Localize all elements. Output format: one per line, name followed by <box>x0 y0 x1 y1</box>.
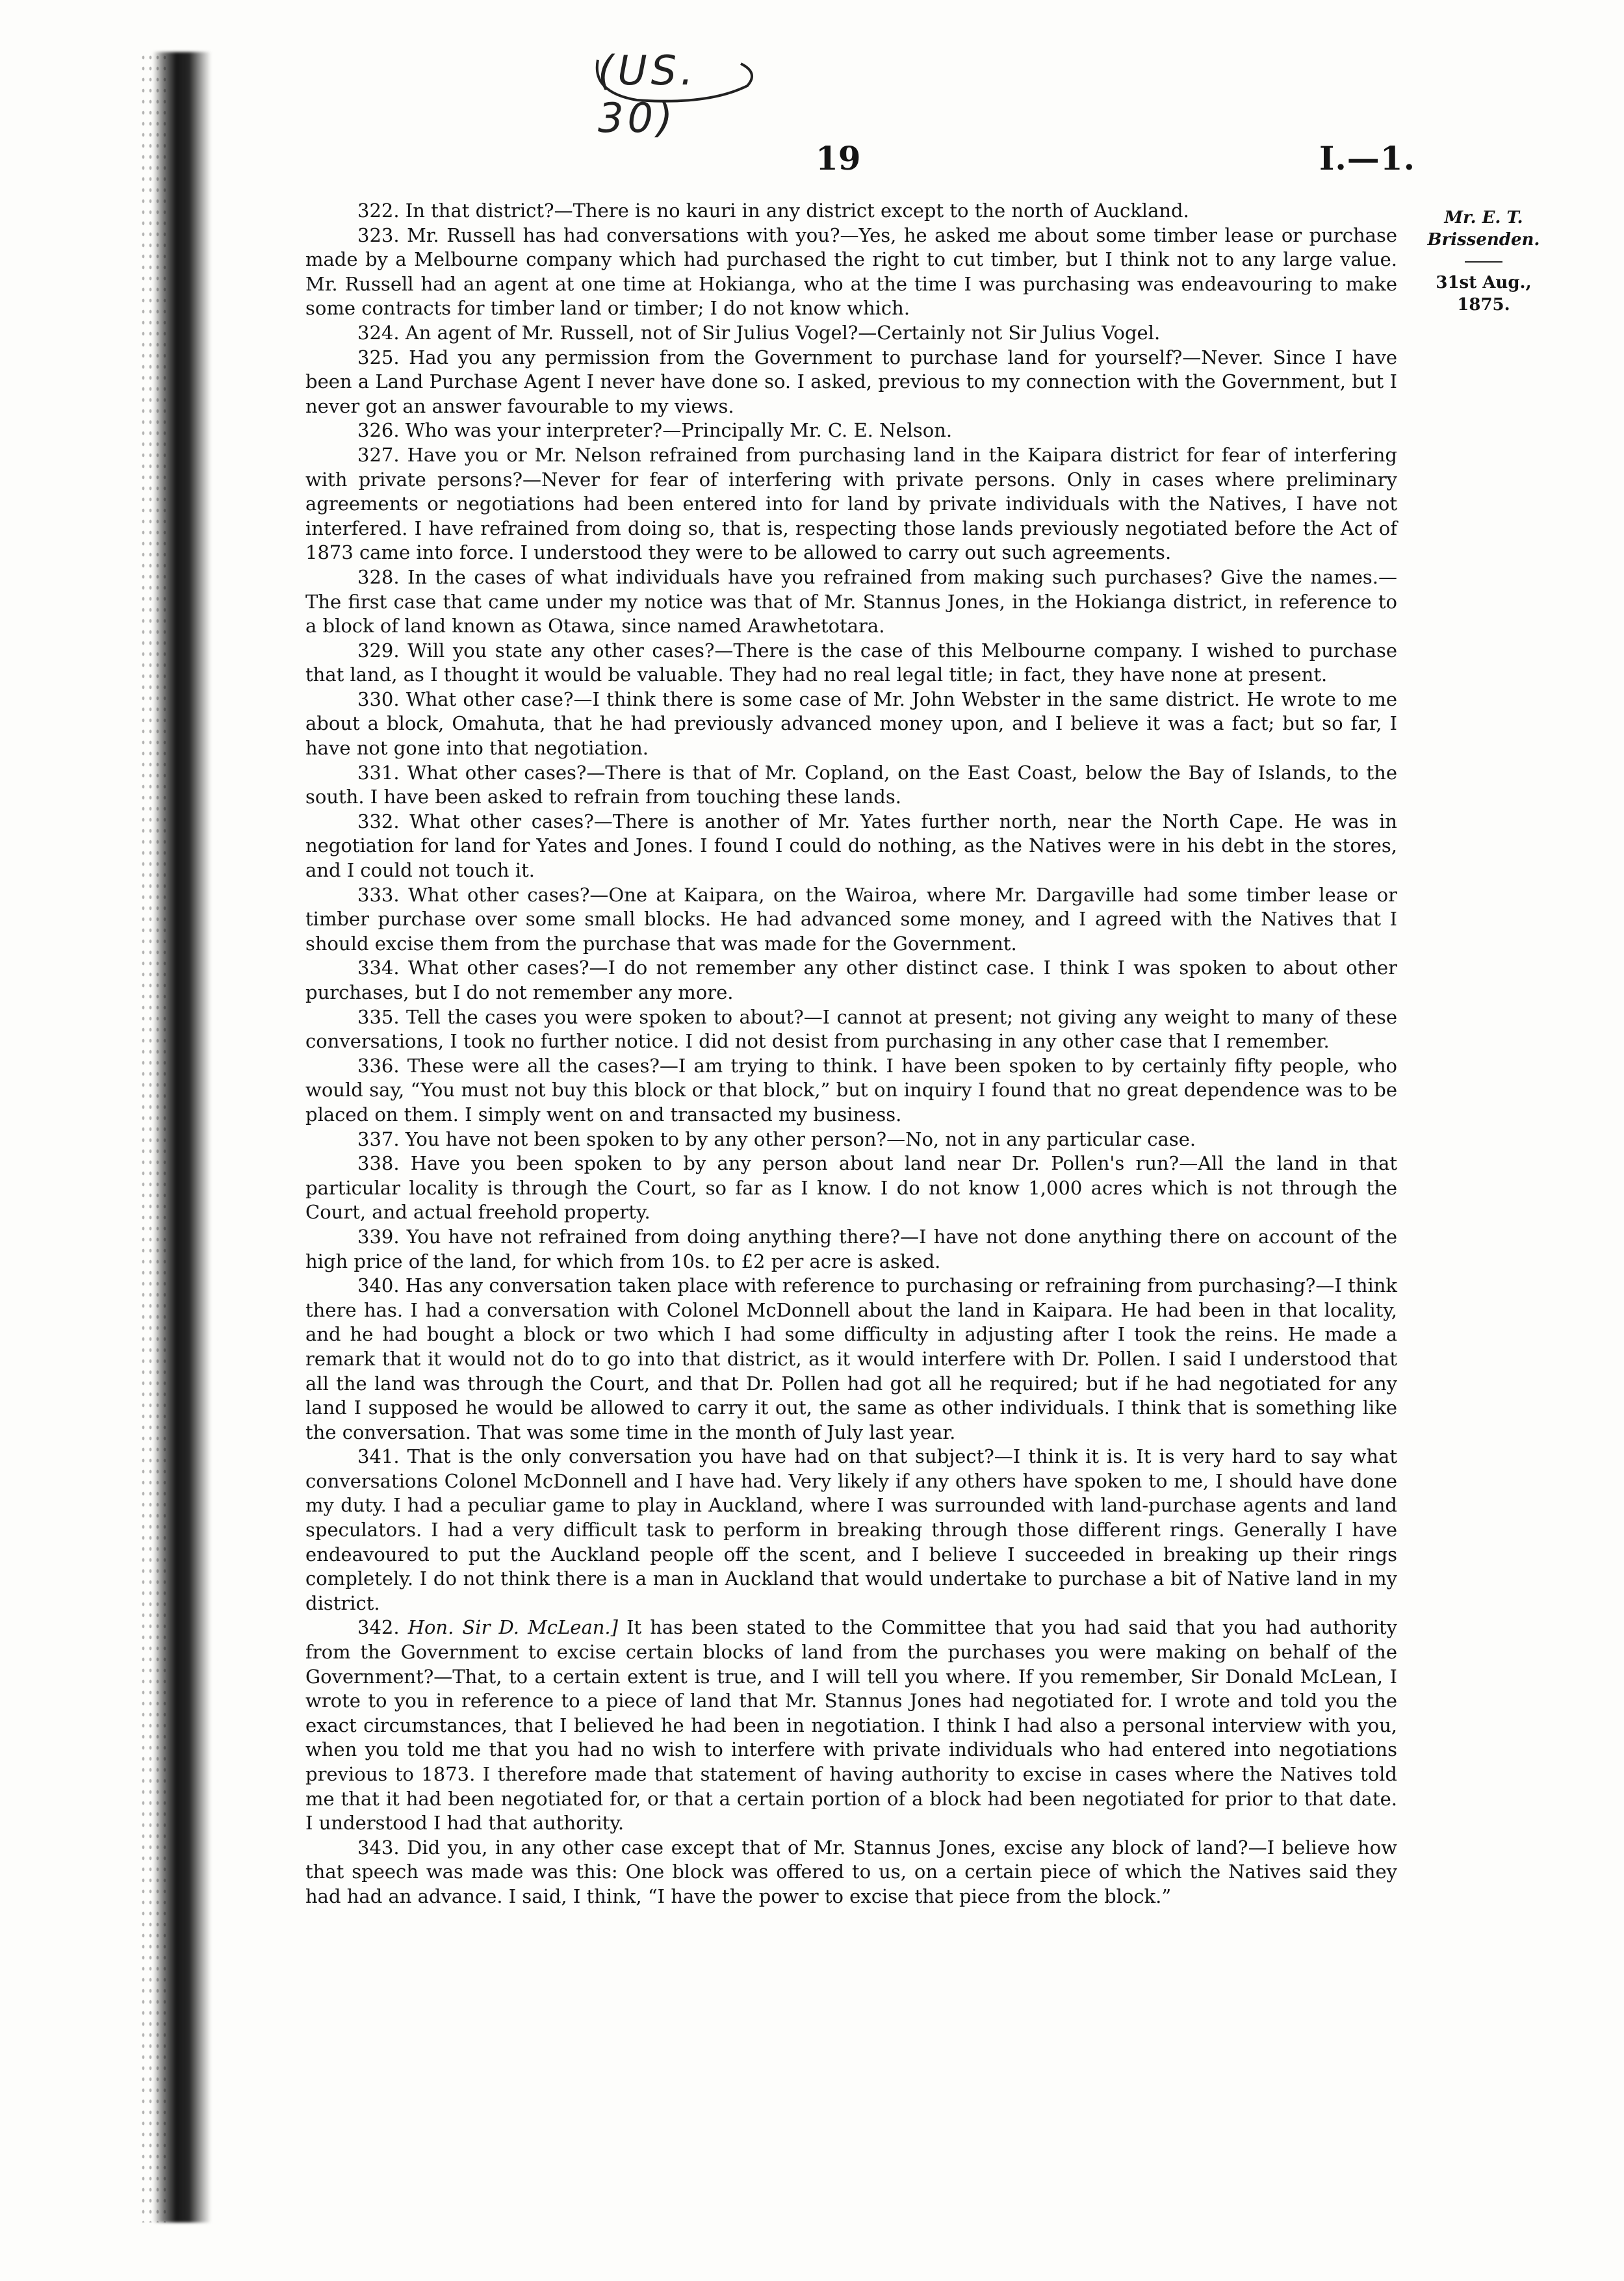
question-number: 334. <box>357 957 400 979</box>
testimony-paragraph <box>305 761 1397 810</box>
paragraph-text: What other cases?—One at Kaipara, on the Wairoa, where Mr. Dargaville had some timber lease or timber purchase over some small blocks. He had advanced some money, and I agreed with the Natives that I should excise them from the purchase that was made for the Government. <box>305 883 1397 955</box>
paragraph-text: These were all the cases?—I am trying to think. I have been spoken to by certainly fifty people, who would say, “You must not buy this block or that block,” but on inquiry I found that no great dependence was to be placed on them. I simply went on and transacted my business. <box>305 1054 1398 1126</box>
question-number: 325. <box>357 346 400 368</box>
testimony-paragraph <box>305 688 1397 761</box>
testimony-paragraph <box>305 565 1397 639</box>
document-reference: I.—1. <box>1319 139 1415 177</box>
binding-edge-shadow <box>153 52 211 2223</box>
question-number: 323. <box>357 224 400 246</box>
paragraph-text: Who was your interpreter?—Principally Mr. C. E. Nelson. <box>405 419 953 442</box>
hearing-date: 31st Aug., 1875. <box>1436 273 1532 315</box>
question-number: 328. <box>357 565 400 588</box>
margin-rule <box>1465 261 1502 263</box>
paragraph-text: Tell the cases you were spoken to about?—I cannot at present; not giving any weight to many of these conversations, I took no further notice. I did not desist from purchasing in any other case that I remember. <box>305 1005 1397 1053</box>
testimony-body <box>305 199 1397 1909</box>
paragraph-text: You have not been spoken to by any other person?—No, not in any particular case. <box>405 1128 1196 1150</box>
testimony-paragraph <box>305 956 1397 1005</box>
testimony-paragraph <box>305 1274 1397 1445</box>
paragraph-text: An agent of Mr. Russell, not of Sir Julius Vogel?—Certainly not Sir Julius Vogel. <box>405 321 1161 344</box>
testimony-paragraph <box>305 1005 1397 1054</box>
question-number: 326. <box>357 419 400 442</box>
testimony-paragraph <box>305 1225 1397 1274</box>
testimony-paragraph <box>305 1445 1397 1616</box>
question-number: 330. <box>357 688 400 710</box>
paragraph-text: In the cases of what individuals have you refrained from making such purchases? Give the names.—The first case that came under my notice was that of Mr. Stannus Jones, in the Hokianga district, in reference to a block of land known as Otawa, since named Arawhetotara. <box>305 565 1397 638</box>
question-number: 333. <box>357 883 400 906</box>
question-number: 335. <box>357 1005 400 1028</box>
paragraph-text: In that district?—There is no kauri in any district except to the north of Auckland. <box>405 200 1189 222</box>
question-number: 337. <box>357 1128 400 1150</box>
paragraph-text: Did you, in any other case except that of Mr. Stannus Jones, excise any block of land?—I believe how that speech was made was this: One block was offered to us, on a certain piece of which the Natives said they had had an advance. I said, I think, “I have the power to excise that piece from the block.” <box>305 1836 1397 1907</box>
page-number: 19 <box>816 139 861 177</box>
question-number: 324. <box>357 321 400 344</box>
handwritten-stamp <box>585 40 760 142</box>
paragraph-text: What other cases?—There is that of Mr. Copland, on the East Coast, below the Bay of Islands, to the south. I have been asked to refrain from touching these lands. <box>305 761 1397 808</box>
paragraph-text: You have not refrained from doing anything there?—I have not done anything there on account of the high price of the land, for which from 10s. to £2 per acre is asked. <box>305 1225 1397 1272</box>
question-number: 322. <box>357 200 400 222</box>
question-number: 341. <box>357 1445 400 1468</box>
paragraph-text: It has been stated to the Committee that you had said that you had authority from the Government to excise certain blocks of land from the purchases you were making on behalf of the Government?—That, to a certain extent is true, and I will tell you where. If you remember, Sir Donald McLean, I wrote to you in reference to a piece of land that Mr. Stannus Jones had negotiated for. I wrote and told you the exact circumstances, that I believed he had been in negotiation. I think I had also a personal interview with you, when you told me that you had no wish to interfere with private individuals who had entered into negotiations previous to 1873. I therefore made that statement of having authority to excise in cases where the Natives told me that it had been negotiated for, or that a certain portion of a block had been negotiated for prior to that date. I understood I had that authority. <box>305 1616 1398 1835</box>
testimony-paragraph <box>305 1152 1397 1225</box>
paragraph-text: What other cases?—There is another of Mr. Yates further north, near the North Cape. He was in negotiation for land for Yates and Jones. I found I could do nothing, as the Natives were in his debt in the stores, and I could not touch it. <box>305 810 1397 882</box>
testimony-paragraph <box>305 1054 1397 1128</box>
testimony-paragraph <box>305 810 1397 883</box>
paragraph-text: Has any conversation taken place with reference to purchasing or refraining from purchasing?—I think there has. I had a conversation with Colonel McDonnell about the land in Kaipara. He had been in that locality, and he had bought a block or two which I had some difficulty in adjusting after I took the reins. He made a remark that it would not do to go into that district, as it would interfere with Dr. Pollen. I said I understood that all the land was through the Court, and that Dr. Pollen had got all he required; but if he had negotiated for any land I supposed he would be allowed to carry it out, the same as other individuals. I think that is something like the conversation. That was some time in the month of July last year. <box>305 1274 1397 1443</box>
testimony-paragraph <box>305 443 1397 565</box>
testimony-paragraph <box>305 224 1397 321</box>
question-number: 340. <box>357 1274 400 1297</box>
witness-name: Mr. E. T. Brissenden. <box>1427 208 1540 250</box>
paragraph-text: Mr. Russell has had conversations with you?—Yes, he asked me about some timber lease or purchase made by a Melbourne company which had purchased the right to cut timber, but I think not to any large value. Mr. Russell had an agent at one time at Hokianga, who at the time I was purchasing was endeavouring to make some contracts for timber land or timber; I do not know which. <box>305 224 1398 320</box>
question-number: 342. <box>357 1616 400 1639</box>
testimony-paragraph <box>305 321 1397 346</box>
speaker-label: Hon. Sir D. McLean.] <box>407 1616 618 1639</box>
question-number: 329. <box>357 639 400 662</box>
margin-note <box>1409 207 1558 316</box>
paragraph-text: What other case?—I think there is some case of Mr. John Webster in the same district. He wrote to me about a block, Omahuta, that he had previously advanced money upon, and I believe it was a fact; but so far, I have not gone into that negotiation. <box>305 688 1398 760</box>
testimony-paragraph <box>305 883 1397 957</box>
testimony-paragraph <box>305 419 1397 443</box>
paragraph-text: Have you been spoken to by any person about land near Dr. Pollen's run?—All the land in that particular locality is through the Court, so far as I know. I do not know 1,000 acres which is not through the Court, and actual freehold property. <box>305 1152 1398 1224</box>
question-number: 327. <box>357 443 400 466</box>
testimony-paragraph <box>305 639 1397 688</box>
question-number: 332. <box>357 810 400 832</box>
question-number: 339. <box>357 1225 400 1248</box>
paragraph-text: Had you any permission from the Government to purchase land for yourself?—Never. Since I have been a Land Purchase Agent I never have done so. I asked, previous to my connection with the Government, but I never got an answer favourable to my views. <box>305 346 1398 417</box>
stamp-text: (US. 30) <box>598 47 697 142</box>
testimony-paragraph <box>305 1836 1397 1909</box>
testimony-paragraph <box>305 1128 1397 1152</box>
question-number: 331. <box>357 761 400 784</box>
testimony-paragraph <box>305 1616 1397 1835</box>
paragraph-text: What other cases?—I do not remember any other distinct case. I think I was spoken to about other purchases, but I do not remember any more. <box>305 957 1398 1003</box>
paragraph-text: Will you state any other cases?—There is the case of this Melbourne company. I wished to purchase that land, as I thought it would be valuable. They had no real legal title; in fact, they have none at present. <box>305 639 1397 686</box>
paragraph-text: That is the only conversation you have had on that subject?—I think it is. It is very hard to say what conversations Colonel McDonnell and I have had. Very likely if any others have spoken to me, I should have done my duty. I had a peculiar game to play in Auckland, where I was surrounded with land-purchase agents and land speculators. I had a very difficult task to perform in breaking through those different rings. Generally I have endeavoured to put the Auckland people off the scent, and I believe I succeeded in breaking up their rings completely. I do not think there is a man in Auckland that would undertake to purchase a bit of Native land in my district. <box>305 1445 1398 1614</box>
paragraph-text: Have you or Mr. Nelson refrained from purchasing land in the Kaipara district for fear of interfering with private persons?—Never for fear of interfering with private persons. Only in cases where preliminary agreements or negotiations had been entered into for land by private individuals with the Natives, I have not interfered. I have refrained from doing so, that is, respecting those lands previously negotiated before the Act of 1873 came into force. I understood they were to be allowed to carry out such agreements. <box>305 443 1397 564</box>
testimony-paragraph <box>305 199 1397 224</box>
question-number: 336. <box>357 1054 400 1077</box>
testimony-paragraph <box>305 346 1397 419</box>
question-number: 343. <box>357 1836 400 1859</box>
question-number: 338. <box>357 1152 400 1175</box>
